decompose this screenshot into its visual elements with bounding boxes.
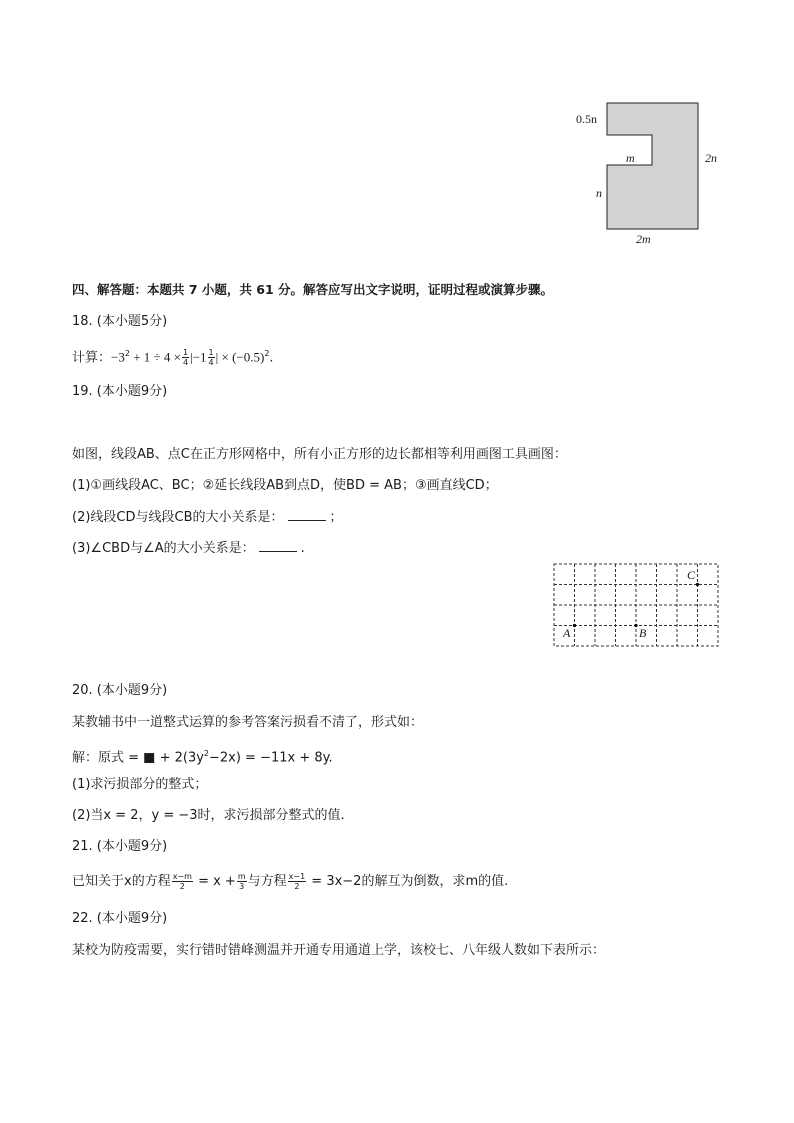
grid-label-a: A <box>563 626 571 640</box>
q19-part3 <box>72 539 305 558</box>
q21-frac2 <box>237 872 247 891</box>
q21-frac3 <box>288 872 307 891</box>
q19-part3-blank <box>259 539 297 552</box>
q20-solution-b: −2x) = −11x + 8y. <box>209 750 333 766</box>
q20-solution-a: 解：原式 = ■ + 2(3y <box>72 750 204 766</box>
q20-intro: 某教辅书中一道整式运算的参考答案污损看不清了，形式如： <box>72 715 424 730</box>
q21-text-c: 与方程 <box>247 874 287 889</box>
q20-part1: (1)求污损部分的整式； <box>72 777 208 792</box>
l-shape-polygon <box>607 103 698 229</box>
q21-frac2-num: m <box>237 872 246 881</box>
q18-prefix: 计算： <box>72 350 112 366</box>
q19-number: 19. (本小题9分) <box>72 384 168 399</box>
q19-part3-end: . <box>300 541 305 556</box>
q18-number: 18. (本小题5分) <box>72 314 168 329</box>
q20-solution <box>72 745 333 767</box>
q20-solution-exp: 2 <box>203 749 209 758</box>
q18-exp-d: 2 <box>264 349 270 358</box>
q21-frac2-den: 3 <box>239 882 245 891</box>
q18-expr-a: −3 <box>111 349 125 365</box>
label-0-5n: 0.5n <box>576 112 597 126</box>
q18-expr-c: |−1 <box>190 349 207 365</box>
q21-frac3-den: 2 <box>294 882 300 891</box>
q21-text-d: = 3x−2的解互为倒数，求m的值. <box>307 874 509 889</box>
q19-part2-end: ； <box>329 510 343 525</box>
label-m: m <box>626 151 635 165</box>
q22-number: 22. (本小题9分) <box>72 911 168 926</box>
q18-frac2-den: 4 <box>208 358 214 368</box>
q18-expr-d: | × (−0.5) <box>215 349 265 365</box>
grid-label-c: C <box>687 568 696 582</box>
point-b <box>634 624 637 627</box>
q18-frac1-num: 1 <box>183 348 189 358</box>
q21-text-a: 已知关于x的方程 <box>72 874 171 889</box>
q18-frac2 <box>208 348 215 367</box>
section-heading: 四、解答题：本题共 7 小题，共 61 分。解答应写出文字说明，证明过程或演算步骤。 <box>72 282 554 297</box>
q18-frac1 <box>182 348 189 367</box>
q21-frac1-num: x−m <box>172 872 192 881</box>
q21-number: 21. (本小题9分) <box>72 839 168 854</box>
point-a <box>573 624 576 627</box>
q22-intro: 某校为防疫需要，实行错时错峰测温并开通专用通道上学，该校七、八年级人数如下表所示： <box>72 943 606 958</box>
q21-text-b: = x + <box>193 874 236 889</box>
q19-intro: 如图，线段AB、点C在正方形网格中，所有小正方形的边长都相等利用画图工具画图： <box>72 447 567 462</box>
grid-label-b: B <box>639 626 647 640</box>
label-2m: 2m <box>636 232 651 246</box>
q19-part3-text: (3)∠CBD与∠A的大小关系是： <box>72 541 255 556</box>
q19-part2 <box>72 508 343 527</box>
q18-expression <box>72 345 274 367</box>
q18-expr-b: + 1 ÷ 4 × <box>129 349 182 365</box>
label-2n: 2n <box>705 151 717 165</box>
q18-frac1-den: 4 <box>183 358 189 368</box>
q19-part2-text: (2)线段CD与线段CB的大小关系是： <box>72 510 284 525</box>
label-n: n <box>596 186 602 200</box>
q20-part2: (2)当x = 2，y = −3时，求污损部分整式的值. <box>72 808 345 823</box>
q18-frac2-num: 1 <box>208 348 214 358</box>
q21-frac1 <box>172 872 193 891</box>
q21-frac1-den: 2 <box>179 882 185 891</box>
point-c <box>696 583 699 586</box>
q18-expr-end: . <box>269 350 274 366</box>
q21-text <box>72 872 508 891</box>
q21-frac3-num: x−1 <box>288 872 306 881</box>
q19-part1: (1)①画线段AC、BC；②延长线段AB到点D，使BD = AB；③画直线CD； <box>72 478 498 493</box>
q18-exp-a: 2 <box>124 349 130 358</box>
q20-number: 20. (本小题9分) <box>72 683 168 698</box>
q19-part2-blank <box>288 508 326 521</box>
